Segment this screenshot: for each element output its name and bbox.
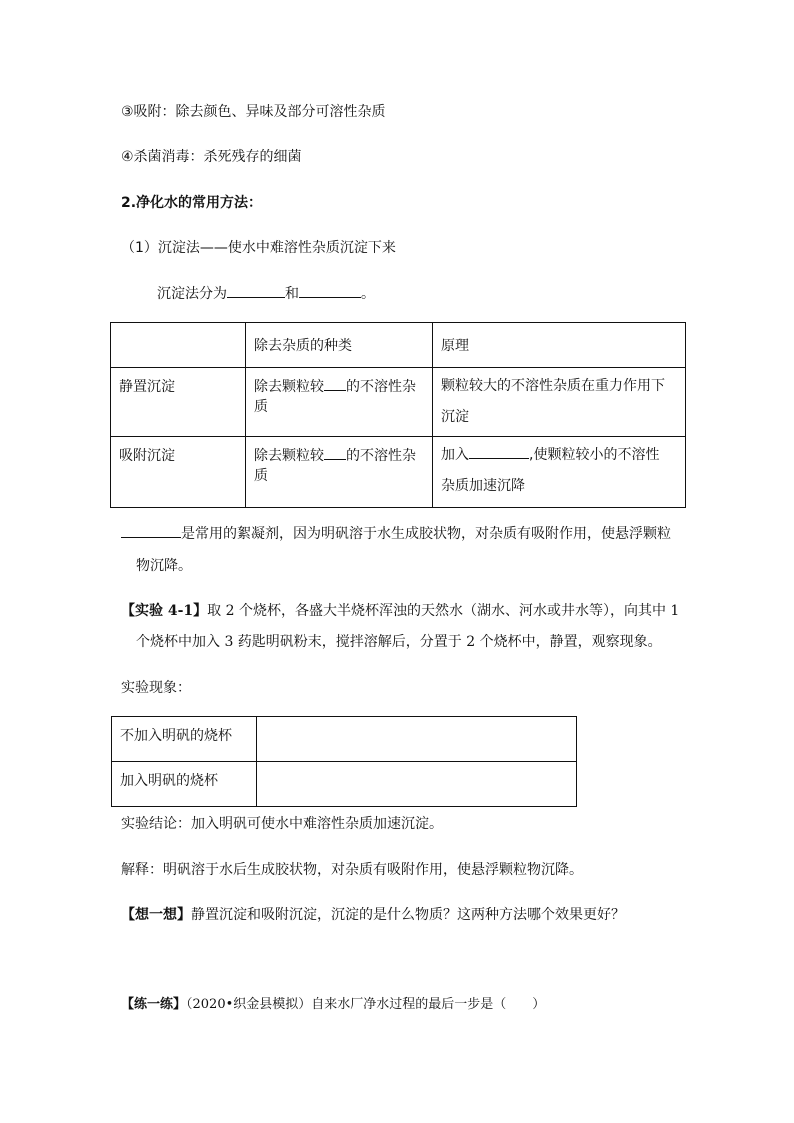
conclusion: 实验结论：加入明矾可使水中难溶性杂质加速沉淀。 (121, 816, 443, 832)
sedimentation-split (157, 283, 375, 304)
sed-split-and: 和 (285, 286, 299, 302)
answer-cell[interactable] (257, 762, 577, 807)
experiment-line2: 个烧杯中加入 3 药匙明矾粉末，搅拌溶解后，分置于 2 个烧杯中，静置，观察现象。 (136, 634, 662, 650)
row-name: 静置沉淀 (111, 368, 246, 437)
adsorb-line: ③吸附：除去颜色、异味及部分可溶性杂质 (121, 104, 386, 120)
row-principle: 颗粒较大的不溶性杂质在重力作用下 沉淀 (433, 368, 686, 437)
table-header-kind: 除去杂质的种类 (246, 323, 433, 368)
table-row (111, 437, 686, 508)
row-name: 吸附沉淀 (111, 437, 246, 508)
answer-blank[interactable] (299, 283, 361, 298)
think-line: 【想一想】静置沉淀和吸附沉淀，沉淀的是什么物质？这两种方法哪个效果更好？ (121, 907, 625, 923)
row-label: 不加入明矾的烧杯 (112, 717, 257, 762)
flocculant-line1: 是常用的絮凝剂，因为明矾溶于水生成胶状物，对杂质有吸附作用，使悬浮颗粒 (121, 523, 671, 544)
disinfect-line: ④杀菌消毒：杀死残存的细菌 (121, 149, 302, 165)
phenomenon-table (111, 716, 577, 807)
sed-split-end: 。 (361, 286, 375, 302)
answer-blank[interactable] (227, 283, 285, 298)
sedimentation-title: （1）沉淀法——使水中难溶性杂质沉淀下来 (121, 240, 396, 256)
table-row (112, 717, 577, 762)
answer-blank[interactable] (324, 376, 346, 391)
answer-blank[interactable] (469, 444, 529, 459)
table-header-empty (111, 323, 246, 368)
sed-split-prefix: 沉淀法分为 (157, 286, 227, 302)
row-label: 加入明矾的烧杯 (112, 762, 257, 807)
phenomenon-label: 实验现象： (121, 680, 191, 696)
experiment-label: 【实验 4-1】 (121, 603, 208, 619)
explanation: 解释：明矾溶于水后生成胶状物，对杂质有吸附作用，使悬浮颗粒物沉降。 (121, 862, 583, 878)
row-kind: 除去颗粒较 的不溶性杂质 (246, 437, 433, 508)
row-kind: 除去颗粒较 的不溶性杂质 (246, 368, 433, 437)
answer-blank[interactable] (121, 523, 181, 538)
answer-cell[interactable] (257, 717, 577, 762)
experiment-line1: 【实验 4-1】取 2 个烧杯，各盛大半烧杯浑浊的天然水（湖水、河水或井水等），向其中 1 (121, 603, 680, 619)
table-row (111, 368, 686, 437)
sedimentation-table (110, 322, 686, 508)
row-principle: 加入 ,使颗粒较小的不溶性 杂质加速沉降 (433, 437, 686, 508)
table-header-principle: 原理 (433, 323, 686, 368)
think-label: 【想一想】 (121, 907, 191, 923)
practice-line: 【练一练】（2020•织金县模拟）自来水厂净水过程的最后一步是（ ） (121, 997, 546, 1012)
practice-label: 【练一练】 (121, 997, 187, 1012)
flocculant-line2: 物沉降。 (136, 558, 192, 574)
methods-title: 2.净化水的常用方法： (121, 195, 263, 211)
answer-blank[interactable] (324, 445, 346, 460)
table-row (112, 762, 577, 807)
